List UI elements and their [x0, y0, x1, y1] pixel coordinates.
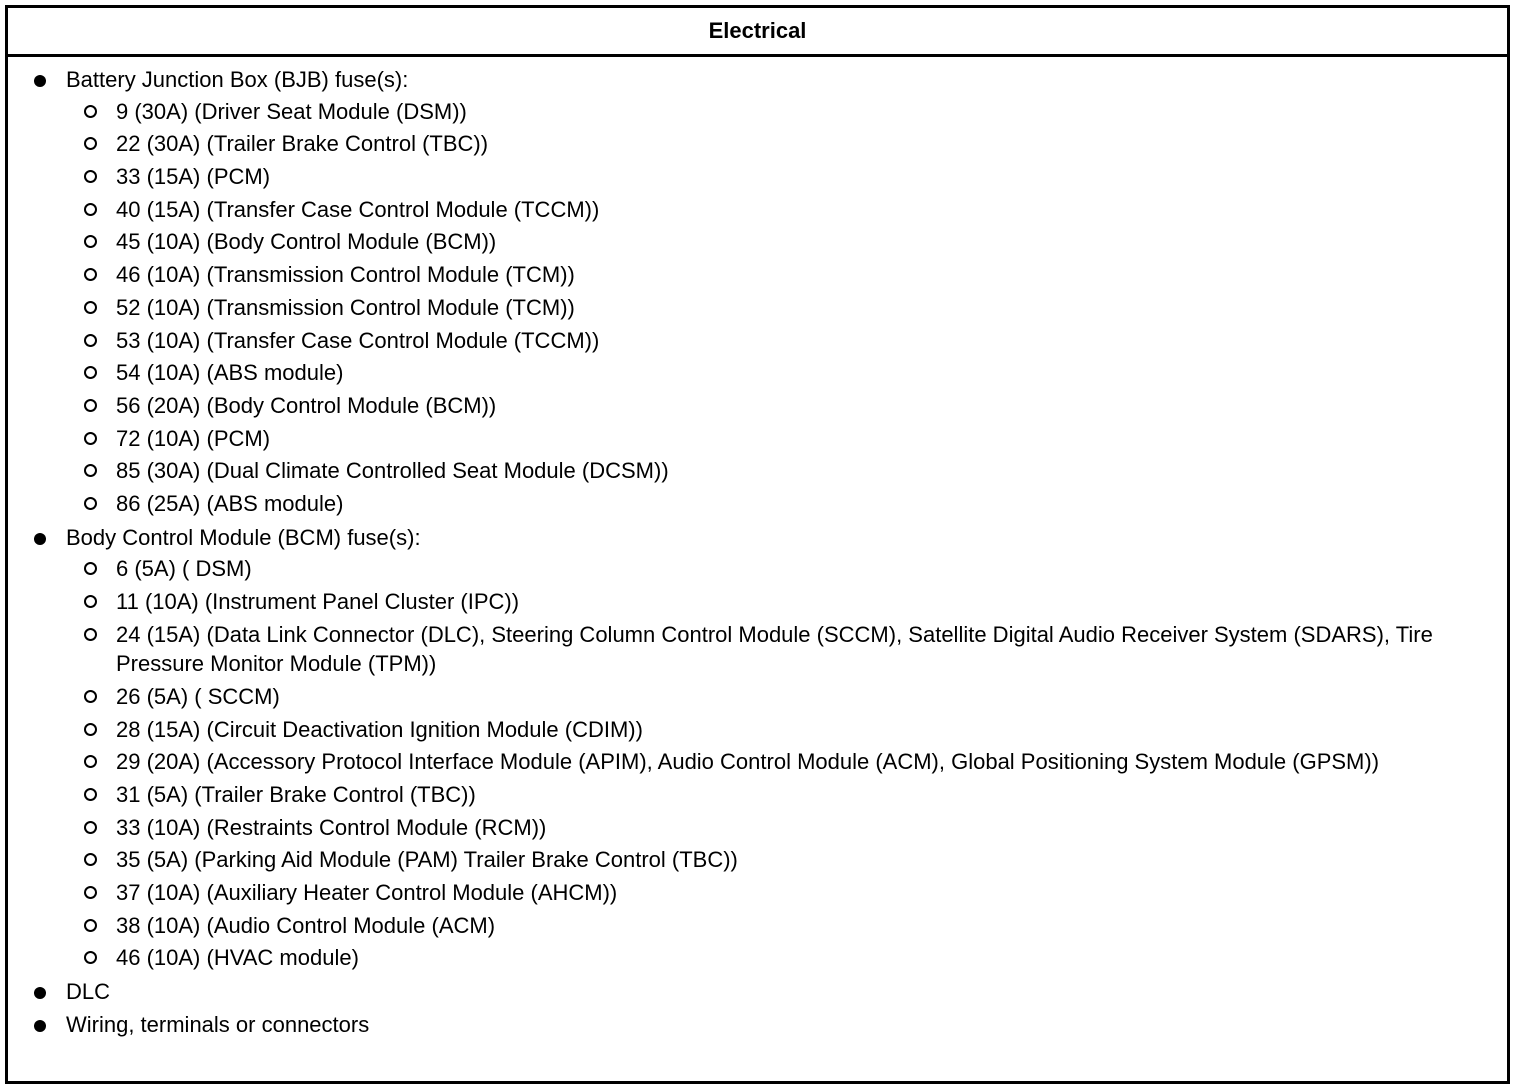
bullet-ring-icon	[84, 951, 97, 964]
bullet-dot-icon	[34, 1020, 46, 1032]
bullet-ring-icon	[84, 755, 97, 768]
fuse-item	[66, 129, 1507, 159]
fuse-text: 52 (10A) (Transmission Control Module (TCM))	[116, 294, 575, 320]
fuse-item	[66, 358, 1507, 388]
fuse-text: 37 (10A) (Auxiliary Heater Control Module (AHCM))	[116, 880, 618, 906]
fuse-item	[66, 227, 1507, 257]
fuse-text: 45 (10A) (Body Control Module (BCM))	[116, 229, 497, 255]
bullet-ring-icon	[84, 497, 97, 510]
bullet-ring-icon	[84, 235, 97, 248]
fuse-item	[66, 620, 1507, 679]
section-list	[8, 64, 1507, 1042]
table-header	[8, 8, 1507, 57]
bullet-ring-icon	[84, 334, 97, 347]
bullet-dot-icon	[34, 75, 46, 87]
fuse-item	[66, 97, 1507, 127]
bullet-ring-icon	[84, 853, 97, 866]
fuse-text: 35 (5A) (Parking Aid Module (PAM) Trailer Brake Control (TBC))	[116, 847, 738, 873]
fuse-item	[66, 489, 1507, 519]
fuse-text: 24 (15A) (Data Link Connector (DLC), Steering Column Control Module (SCCM), Satellite Digital Audio Receiver System (SDARS), Tire Pressure Monitor Module (TPM))	[116, 621, 1433, 677]
fuse-item	[66, 554, 1507, 584]
header-title: Electrical	[708, 18, 807, 43]
fuse-item	[66, 195, 1507, 225]
fuse-text: 31 (5A) (Trailer Brake Control (TBC))	[116, 781, 476, 807]
bullet-ring-icon	[84, 788, 97, 801]
bullet-ring-icon	[84, 432, 97, 445]
fuse-text: 6 (5A) ( DSM)	[116, 556, 252, 582]
fuse-item	[66, 293, 1507, 323]
bullet-dot-icon	[34, 533, 46, 545]
fuse-item	[66, 162, 1507, 192]
fuse-text: 33 (10A) (Restraints Control Module (RCM))	[116, 814, 547, 840]
bullet-ring-icon	[84, 464, 97, 477]
fuse-item	[66, 391, 1507, 421]
section-item	[8, 64, 1507, 518]
fuse-item	[66, 878, 1507, 908]
bullet-ring-icon	[84, 886, 97, 899]
fuse-text: 33 (15A) (PCM)	[116, 164, 271, 190]
fuse-item	[66, 260, 1507, 290]
fuse-text: 28 (15A) (Circuit Deactivation Ignition Module (CDIM))	[116, 716, 643, 742]
fuse-item	[66, 813, 1507, 843]
fuse-text: 26 (5A) ( SCCM)	[116, 683, 280, 709]
bullet-ring-icon	[84, 919, 97, 932]
bullet-ring-icon	[84, 399, 97, 412]
fuse-text: 29 (20A) (Accessory Protocol Interface Module (APIM), Audio Control Module (ACM), Global Positioning System Module (GPSM))	[116, 749, 1380, 775]
fuse-item	[66, 911, 1507, 941]
bullet-ring-icon	[84, 723, 97, 736]
section-item	[8, 522, 1507, 973]
fuse-item	[66, 845, 1507, 875]
bullet-ring-icon	[84, 628, 97, 641]
bullet-ring-icon	[84, 821, 97, 834]
fuse-text: 11 (10A) (Instrument Panel Cluster (IPC))	[116, 589, 520, 615]
fuse-text: 38 (10A) (Audio Control Module (ACM)	[116, 912, 496, 938]
fuse-item	[66, 780, 1507, 810]
fuse-item	[66, 424, 1507, 454]
fuse-item	[66, 587, 1507, 617]
fuse-text: 56 (20A) (Body Control Module (BCM))	[116, 392, 497, 418]
bullet-ring-icon	[84, 595, 97, 608]
electrical-table	[5, 5, 1510, 1084]
fuse-item	[66, 943, 1507, 973]
bullet-ring-icon	[84, 105, 97, 118]
fuse-item	[66, 682, 1507, 712]
section-item	[8, 1009, 1507, 1042]
fuse-text: 86 (25A) (ABS module)	[116, 490, 344, 516]
fuse-item	[66, 715, 1507, 745]
bullet-ring-icon	[84, 137, 97, 150]
bullet-ring-icon	[84, 203, 97, 216]
fuse-text: 72 (10A) (PCM)	[116, 425, 271, 451]
fuse-item	[66, 747, 1507, 777]
section-item	[8, 976, 1507, 1009]
fuse-text: 53 (10A) (Transfer Case Control Module (TCCM))	[116, 327, 600, 353]
section-label: Body Control Module (BCM) fuse(s):	[66, 524, 421, 550]
fuse-text: 40 (15A) (Transfer Case Control Module (TCCM))	[116, 196, 600, 222]
fuse-text: 54 (10A) (ABS module)	[116, 360, 344, 386]
fuse-text: 9 (30A) (Driver Seat Module (DSM))	[116, 98, 467, 124]
fuse-text: 22 (30A) (Trailer Brake Control (TBC))	[116, 131, 489, 157]
section-label: DLC	[66, 979, 111, 1005]
fuse-list	[66, 97, 1507, 519]
bullet-ring-icon	[84, 690, 97, 703]
fuse-item	[66, 326, 1507, 356]
bullet-ring-icon	[84, 268, 97, 281]
bullet-ring-icon	[84, 301, 97, 314]
fuse-text: 85 (30A) (Dual Climate Controlled Seat Module (DCSM))	[116, 458, 669, 484]
bullet-ring-icon	[84, 170, 97, 183]
bullet-ring-icon	[84, 366, 97, 379]
table-content	[8, 57, 1507, 1042]
bullet-dot-icon	[34, 987, 46, 999]
section-label: Wiring, terminals or connectors	[66, 1011, 370, 1037]
fuse-text: 46 (10A) (HVAC module)	[116, 945, 359, 971]
fuse-list	[66, 554, 1507, 973]
bullet-ring-icon	[84, 562, 97, 575]
section-label: Battery Junction Box (BJB) fuse(s):	[66, 67, 409, 92]
fuse-item	[66, 456, 1507, 486]
fuse-text: 46 (10A) (Transmission Control Module (TCM))	[116, 262, 575, 288]
